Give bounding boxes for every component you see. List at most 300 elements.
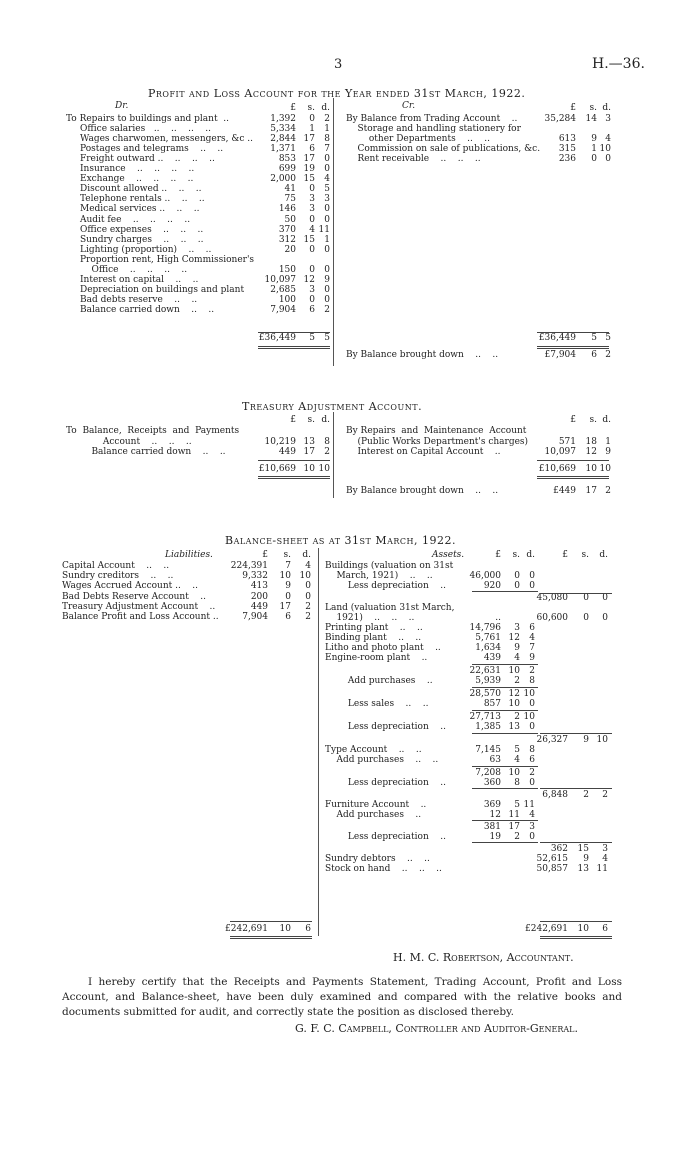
pl-debit-label: Exchange .. .. .. .. xyxy=(80,174,194,185)
bs-liability-label: Treasury Adjustment Account .. xyxy=(62,601,216,612)
page-number: 3 xyxy=(334,57,343,72)
pl-debit-label: Interest on capital .. .. xyxy=(80,274,199,285)
bs-asset-subamount: 19 xyxy=(489,832,501,842)
ta-credit-double-rule xyxy=(537,476,609,479)
bs-asset-amount: 0 xyxy=(583,593,589,603)
bs-asset-subamount: 8 xyxy=(529,676,535,686)
bs-asset-label: Engine-room plant .. xyxy=(325,653,428,663)
lsd-label: s. xyxy=(589,415,597,425)
bs-asset-subamount: 9 xyxy=(514,643,520,653)
bs-asset-amount: 50,857 xyxy=(536,864,568,874)
bs-rule xyxy=(540,733,612,734)
pl-credit-label: Storage and handling stationery for xyxy=(346,124,521,135)
pl-brought-down-amount-l: £7,904 xyxy=(544,350,576,360)
pl-credit-amount-s: 0 xyxy=(591,154,597,165)
bs-asset-subamount: 10 xyxy=(508,666,520,676)
bs-asset-subamount: 5,761 xyxy=(475,633,501,643)
bs-rule xyxy=(540,842,612,843)
bs-asset-lsd-label: d. xyxy=(526,550,535,560)
bs-divider xyxy=(318,548,319,936)
pl-debit-amount-s: 6 xyxy=(309,304,315,315)
pl-debit-amount-d: 0 xyxy=(324,154,330,165)
bs-liabilities-total-l: £242,691 xyxy=(225,924,268,934)
auditor-signature: G. F. C. Campbell, Controller and Auditor-General. xyxy=(295,1022,578,1035)
bs-asset-subamount: 2 xyxy=(514,712,520,722)
lsd-label: d. xyxy=(602,103,611,113)
bs-asset-subamount: 0 xyxy=(529,581,535,591)
pl-credit-label: Rent receivable .. .. .. xyxy=(346,154,481,165)
lsd-label: £ xyxy=(570,103,576,113)
bs-rule xyxy=(472,788,538,789)
pl-divider xyxy=(333,98,334,366)
pl-debit-label: Office .. .. .. .. xyxy=(80,264,188,275)
bs-liability-label: Sundry creditors .. .. xyxy=(62,571,174,582)
bs-asset-subamount: 22,631 xyxy=(469,666,501,676)
ta-debit-rule xyxy=(258,460,330,461)
bs-asset-amount: 0 xyxy=(602,593,608,603)
ta-debit-amount-d: 8 xyxy=(324,436,330,447)
pl-debit-amount-l: 1,392 xyxy=(270,114,296,124)
pl-debit-amount-s: 3 xyxy=(309,204,315,215)
ta-credit-label: Interest on Capital Account .. xyxy=(346,447,501,457)
ta-debit-label: To Balance, Receipts and Payments xyxy=(66,426,240,436)
lsd-label: £ xyxy=(290,103,296,113)
bs-asset-subamount: 3 xyxy=(514,623,520,633)
pl-credit-label: other Departments .. .. xyxy=(346,134,491,145)
ta-credit-rule xyxy=(537,460,609,461)
bs-asset-subamount: 11 xyxy=(508,810,520,820)
ta-brought-down-amount-d: 2 xyxy=(605,486,611,496)
bs-asset-amount: 2 xyxy=(583,790,589,800)
bs-assets-total-l: £242,691 xyxy=(525,924,568,934)
bs-rule xyxy=(472,664,538,665)
pl-debit-amount-l: 2,685 xyxy=(270,284,296,295)
ta-debit-total-l: £10,669 xyxy=(258,464,296,474)
pl-credit-amount-l: 236 xyxy=(558,154,576,165)
bs-asset-subamount: 6 xyxy=(529,755,535,765)
pl-title: Profit and Loss Account for the Year ended 31st March, 1922. xyxy=(148,87,526,100)
bs-rule xyxy=(540,921,612,922)
bs-double-rule xyxy=(230,936,312,939)
bs-asset-subamount: 2 xyxy=(514,832,520,842)
pl-debit-label: Wages charwomen, messengers, &c .. xyxy=(80,134,253,145)
pl-cr-heading: Cr. xyxy=(402,101,416,111)
ta-debit-double-rule xyxy=(258,476,330,479)
bs-asset-label: Less depreciation .. xyxy=(325,832,446,842)
bs-asset-subamount: 1,634 xyxy=(475,643,501,653)
bs-liability-label: Balance Profit and Loss Account .. xyxy=(62,612,219,622)
bs-liability-amount-s: 10 xyxy=(279,571,291,582)
bs-rule xyxy=(472,733,538,734)
bs-asset-subamount: 17 xyxy=(508,822,520,832)
pl-credit-total-d: 5 xyxy=(605,333,611,343)
pl-debit-amount-s: 6 xyxy=(309,144,315,155)
pl-debit-amount-l: 41 xyxy=(284,184,296,195)
pl-credit-amount-s: 1 xyxy=(591,144,597,155)
bs-asset-subamount: 0 xyxy=(529,699,535,709)
pl-credit-amount-s: 14 xyxy=(585,114,597,124)
pl-debit-amount-d: 8 xyxy=(324,134,330,145)
pl-debit-amount-l: 7,904 xyxy=(270,304,296,315)
bs-asset-subamount: 7,208 xyxy=(475,768,501,778)
pl-debit-amount-l: 312 xyxy=(278,234,296,245)
pl-debit-double-rule xyxy=(258,346,330,349)
bs-asset-subamount: 4 xyxy=(529,633,535,643)
bs-rule xyxy=(472,591,538,592)
bs-asset-amount: 13 xyxy=(577,864,589,874)
bs-asset-amount: 10 xyxy=(596,735,608,745)
pl-debit-label: Insurance .. .. .. .. xyxy=(80,164,195,175)
pl-debit-amount-l: 20 xyxy=(284,244,296,255)
bs-assets-heading: Assets. xyxy=(432,550,465,560)
bs-asset-subamount: 12 xyxy=(508,689,520,699)
pl-debit-amount-l: 75 xyxy=(284,194,296,205)
bs-title: Balance-sheet as at 31st March, 1922. xyxy=(225,534,456,547)
pl-debit-label: Depreciation on buildings and plant xyxy=(80,284,245,295)
bs-liabilities-total-d: 6 xyxy=(305,924,311,934)
bs-asset-subamount: 4 xyxy=(529,810,535,820)
pl-debit-amount-l: 50 xyxy=(284,214,296,225)
lsd-label: £ xyxy=(290,415,296,425)
bs-asset-subamount: .. xyxy=(495,613,501,623)
pl-debit-amount-l: 100 xyxy=(278,294,296,305)
pl-debit-amount-l: 5,334 xyxy=(270,124,296,135)
ta-debit-amount-s: 13 xyxy=(303,436,315,447)
ta-credit-amount-s: 12 xyxy=(585,447,597,457)
ta-brought-down-amount-l: £449 xyxy=(553,486,576,496)
bs-rule xyxy=(540,593,612,594)
pl-debit-amount-s: 19 xyxy=(303,164,315,175)
bs-asset-subamount: 0 xyxy=(529,832,535,842)
bs-asset-label: Binding plant .. .. xyxy=(325,633,422,643)
lsd-label: d. xyxy=(602,415,611,425)
bs-liability-amount-l: 9,332 xyxy=(242,571,268,582)
pl-credit-amount-d: 3 xyxy=(605,114,611,124)
pl-debit-amount-l: 853 xyxy=(278,154,296,165)
pl-credit-amount-d: 10 xyxy=(599,144,611,155)
pl-debit-total-l: £36,449 xyxy=(258,333,296,343)
bs-asset-subamount: 5 xyxy=(514,800,520,810)
pl-debit-label: Office salaries .. .. .. .. xyxy=(80,124,212,135)
ta-credit-amount-l: 10,097 xyxy=(544,447,576,457)
pl-debit-total-d: 5 xyxy=(324,333,330,343)
bs-rule xyxy=(472,710,538,711)
bs-liability-amount-s: 6 xyxy=(285,612,291,622)
ta-credit-amount-d: 9 xyxy=(605,447,611,457)
bs-asset-total-lsd-label: d. xyxy=(599,550,608,560)
pl-brought-down-amount-d: 2 xyxy=(605,350,611,360)
pl-debit-amount-s: 12 xyxy=(303,274,315,285)
pl-credit-amount-l: 613 xyxy=(558,134,576,145)
ta-title: Treasury Adjustment Account. xyxy=(242,400,423,413)
pl-debit-amount-s: 0 xyxy=(309,214,315,225)
bs-asset-subamount: 12 xyxy=(508,633,520,643)
ta-debit-label: Account .. .. .. xyxy=(80,436,192,447)
bs-asset-amount: 11 xyxy=(596,864,608,874)
bs-liability-amount-l: 200 xyxy=(250,591,268,602)
bs-asset-subamount: 27,713 xyxy=(469,712,501,722)
pl-debit-amount-s: 17 xyxy=(303,154,315,165)
bs-rule xyxy=(472,687,538,688)
bs-liability-amount-s: 9 xyxy=(285,581,291,592)
ta-credit-total-l: £10,669 xyxy=(538,464,576,474)
pl-debit-amount-s: 3 xyxy=(309,284,315,295)
bs-asset-subamount: 11 xyxy=(523,800,535,810)
bs-asset-subamount: 3 xyxy=(529,822,535,832)
bs-asset-subamount: 8 xyxy=(529,745,535,755)
bs-asset-subamount: 2 xyxy=(529,768,535,778)
pl-debit-amount-d: 2 xyxy=(324,304,330,315)
pl-debit-label: Medical services .. .. .. xyxy=(80,204,200,215)
bs-asset-label: Less depreciation .. xyxy=(325,581,446,591)
bs-asset-subamount: 5 xyxy=(514,745,520,755)
bs-asset-subamount: 9 xyxy=(529,653,535,663)
ta-credit-amount-s: 18 xyxy=(585,436,597,447)
ta-debit-total-d: 10 xyxy=(318,464,330,474)
pl-debit-amount-d: 0 xyxy=(324,164,330,175)
pl-debit-amount-s: 1 xyxy=(309,124,315,135)
ta-debit-amount-l: 449 xyxy=(278,447,296,457)
bs-rule xyxy=(230,921,312,922)
ta-debit-label: Balance carried down .. .. xyxy=(80,447,226,457)
pl-debit-amount-s: 0 xyxy=(309,114,315,124)
bs-asset-lsd-label: s. xyxy=(512,550,520,560)
pl-debit-label: Bad debts reserve .. .. xyxy=(80,294,198,305)
lsd-label: £ xyxy=(570,415,576,425)
bs-asset-subamount: 13 xyxy=(508,722,520,732)
bs-asset-total-lsd-label: £ xyxy=(562,550,568,560)
ta-credit-total-d: 10 xyxy=(599,464,611,474)
bs-liability-amount-l: 449 xyxy=(250,601,268,612)
pl-debit-amount-s: 17 xyxy=(303,134,315,145)
pl-debit-amount-s: 0 xyxy=(309,244,315,255)
bs-asset-label: Stock on hand .. .. .. xyxy=(325,864,442,874)
bs-asset-amount: 0 xyxy=(602,613,608,623)
pl-credit-amount-s: 9 xyxy=(591,134,597,145)
bs-asset-subamount: 63 xyxy=(489,755,501,765)
bs-asset-subamount: 7,145 xyxy=(475,745,501,755)
bs-asset-label: Sundry debtors .. .. xyxy=(325,854,430,864)
bs-liability-amount-d: 10 xyxy=(299,571,311,582)
ta-debit-amount-d: 2 xyxy=(324,447,330,457)
pl-debit-label: To Repairs to buildings and plant .. xyxy=(66,114,230,124)
pl-debit-label: Discount allowed .. .. .. xyxy=(80,184,202,195)
bs-liabilities-heading: Liabilities. xyxy=(165,550,213,560)
bs-asset-label: Buildings (valuation on 31st xyxy=(325,561,454,571)
bs-liability-amount-l: 413 xyxy=(250,581,268,592)
pl-debit-label: Audit fee .. .. .. .. xyxy=(80,214,191,225)
pl-debit-amount-d: 0 xyxy=(324,264,330,275)
bs-liab-lsd-label: s. xyxy=(283,550,291,560)
bs-liability-amount-d: 2 xyxy=(305,612,311,622)
pl-debit-amount-l: 370 xyxy=(278,224,296,235)
bs-rule xyxy=(472,766,538,767)
pl-debit-amount-s: 15 xyxy=(303,174,315,185)
bs-liability-amount-s: 0 xyxy=(285,591,291,602)
bs-asset-subamount: 369 xyxy=(483,800,501,810)
bs-asset-amount: 362 xyxy=(550,844,568,854)
pl-debit-amount-d: 5 xyxy=(324,184,330,195)
bs-asset-label: Furniture Account .. xyxy=(325,800,427,810)
pl-debit-amount-d: 0 xyxy=(324,204,330,215)
ta-divider xyxy=(333,412,334,498)
bs-asset-amount: 3 xyxy=(602,844,608,854)
pl-debit-amount-d: 2 xyxy=(324,114,330,124)
bs-liability-label: Wages Accrued Account .. .. xyxy=(62,581,198,592)
bs-asset-subamount: 0 xyxy=(529,722,535,732)
pl-debit-amount-s: 4 xyxy=(309,224,315,235)
pl-credit-amount-l: 35,284 xyxy=(544,114,576,124)
pl-credit-amount-d: 0 xyxy=(605,154,611,165)
bs-asset-subamount: 0 xyxy=(514,571,520,581)
pl-debit-label: Freight outward .. .. .. .. xyxy=(80,154,215,165)
bs-asset-subamount: 1,385 xyxy=(475,722,501,732)
lsd-label: s. xyxy=(307,415,315,425)
pl-credit-double-rule xyxy=(537,346,609,349)
pl-brought-down-label: By Balance brought down .. .. xyxy=(346,350,499,360)
bs-liability-amount-d: 2 xyxy=(305,601,311,612)
pl-debit-amount-d: 11 xyxy=(318,224,330,235)
bs-asset-label: Less depreciation .. xyxy=(325,778,446,788)
pl-debit-amount-l: 2,000 xyxy=(270,174,296,185)
bs-asset-label: Less sales .. .. xyxy=(325,699,429,709)
pl-credit-label: By Balance from Trading Account .. xyxy=(346,114,518,124)
bs-asset-total-lsd-label: s. xyxy=(581,550,589,560)
pl-debit-label: Sundry charges .. .. .. xyxy=(80,234,204,245)
bs-liability-amount-d: 0 xyxy=(305,591,311,602)
bs-asset-subamount: 439 xyxy=(483,653,501,663)
pl-debit-amount-d: 3 xyxy=(324,194,330,205)
bs-rule xyxy=(540,788,612,789)
pl-debit-amount-d: 7 xyxy=(324,144,330,155)
ta-credit-label: (Public Works Department's charges) xyxy=(346,436,529,447)
bs-asset-subamount: 10 xyxy=(508,699,520,709)
bs-liability-amount-d: 4 xyxy=(305,561,311,571)
bs-asset-subamount: 10 xyxy=(508,768,520,778)
pl-debit-amount-l: 10,097 xyxy=(264,274,296,285)
pl-debit-amount-d: 0 xyxy=(324,284,330,295)
pl-credit-total-s: 5 xyxy=(591,333,597,343)
pl-debit-label: Telephone rentals .. .. .. xyxy=(80,194,205,205)
bs-asset-label: Printing plant .. .. xyxy=(325,623,423,633)
bs-asset-subamount: 46,000 xyxy=(469,571,501,581)
bs-asset-subamount: 4 xyxy=(514,653,520,663)
bs-liability-amount-l: 224,391 xyxy=(230,561,268,571)
bs-asset-subamount: 381 xyxy=(483,822,501,832)
pl-debit-amount-d: 0 xyxy=(324,214,330,225)
bs-asset-amount: 26,327 xyxy=(536,735,568,745)
bs-asset-label: Type Account .. .. xyxy=(325,745,422,755)
pl-credit-label: Commission on sale of publications, &c. xyxy=(346,144,541,155)
bs-liability-amount-s: 17 xyxy=(279,601,291,612)
bs-asset-subamount: 857 xyxy=(483,699,501,709)
pl-debit-amount-l: 2,844 xyxy=(270,134,296,145)
pl-debit-amount-d: 1 xyxy=(324,234,330,245)
bs-liability-amount-s: 7 xyxy=(285,561,291,571)
ta-credit-total-s: 10 xyxy=(585,464,597,474)
bs-asset-amount: 9 xyxy=(583,735,589,745)
bs-asset-subamount: 0 xyxy=(529,571,535,581)
bs-asset-label: Add purchases .. .. xyxy=(325,755,439,765)
pl-debit-amount-s: 15 xyxy=(303,234,315,245)
bs-asset-subamount: 360 xyxy=(483,778,501,788)
pl-debit-label: Balance carried down .. .. xyxy=(80,304,215,315)
pl-brought-down-amount-s: 6 xyxy=(591,350,597,360)
bs-asset-label: Add purchases .. xyxy=(325,676,433,686)
bs-liab-lsd-label: £ xyxy=(262,550,268,560)
bs-asset-subamount: 0 xyxy=(529,778,535,788)
pl-debit-label: Proportion rent, High Commissioner's xyxy=(80,254,255,265)
pl-debit-amount-d: 0 xyxy=(324,294,330,305)
pl-credit-total-l: £36,449 xyxy=(538,333,576,343)
pl-debit-amount-d: 9 xyxy=(324,274,330,285)
bs-asset-amount: 6,848 xyxy=(542,790,568,800)
pl-debit-amount-s: 3 xyxy=(309,194,315,205)
bs-rule xyxy=(472,842,538,843)
bs-asset-subamount: 7 xyxy=(529,643,535,653)
bs-asset-subamount: 28,570 xyxy=(469,689,501,699)
page-reference: H.—36. xyxy=(592,56,645,72)
accountant-signature: H. M. C. Robertson, Accountant. xyxy=(393,951,574,964)
ta-brought-down-amount-s: 17 xyxy=(585,486,597,496)
bs-asset-label: Less depreciation .. xyxy=(325,722,446,732)
ta-credit-amount-l: 571 xyxy=(558,436,576,447)
bs-asset-subamount: 2 xyxy=(529,666,535,676)
bs-asset-subamount: 920 xyxy=(483,581,501,591)
pl-debit-label: Lighting (proportion) .. .. xyxy=(80,244,212,255)
pl-debit-amount-d: 4 xyxy=(324,174,330,185)
bs-liability-amount-d: 0 xyxy=(305,581,311,592)
bs-asset-amount: 2 xyxy=(602,790,608,800)
bs-asset-subamount: 8 xyxy=(514,778,520,788)
lsd-label: d. xyxy=(321,415,330,425)
bs-asset-label: Litho and photo plant .. xyxy=(325,643,441,653)
pl-credit-amount-d: 4 xyxy=(605,134,611,145)
bs-assets-total-s: 10 xyxy=(577,924,589,934)
pl-debit-amount-s: 0 xyxy=(309,264,315,275)
bs-asset-subamount: 2 xyxy=(514,676,520,686)
bs-liability-label: Bad Debts Reserve Account .. xyxy=(62,591,206,602)
pl-debit-amount-l: 146 xyxy=(278,204,296,215)
bs-asset-label: Add purchases .. xyxy=(325,810,422,820)
pl-debit-amount-l: 1,371 xyxy=(270,144,296,155)
bs-liability-amount-l: 7,904 xyxy=(242,612,268,622)
bs-asset-amount: 4 xyxy=(602,854,608,864)
bs-asset-subamount: 0 xyxy=(514,581,520,591)
bs-asset-label: March, 1921) .. .. xyxy=(325,571,433,581)
ta-credit-label: By Repairs and Maintenance Account xyxy=(346,426,527,436)
lsd-label: d. xyxy=(321,103,330,113)
ta-debit-amount-l: 10,219 xyxy=(264,436,296,447)
bs-asset-amount: 52,615 xyxy=(536,854,568,864)
bs-asset-subamount: 10 xyxy=(523,712,535,722)
bs-asset-lsd-label: £ xyxy=(495,550,501,560)
bs-asset-label: Land (valuation 31st March, xyxy=(325,603,455,613)
pl-debit-total-s: 5 xyxy=(309,333,315,343)
certification-paragraph: I hereby certify that the Receipts and Payments Statement, Trading Account, Profit and Loss Account, and Balance-sheet, have been duly examined and compared with the relative books and documents submitted for audit, and correctly state the position as disclosed thereby. xyxy=(62,976,622,1018)
pl-debit-amount-d: 0 xyxy=(324,244,330,255)
ta-brought-down-label: By Balance brought down .. .. xyxy=(346,486,499,496)
bs-assets-total-d: 6 xyxy=(602,924,608,934)
bs-asset-label: 1921) .. .. .. xyxy=(325,613,415,623)
pl-debit-amount-l: 150 xyxy=(278,264,296,275)
bs-asset-amount: 0 xyxy=(583,613,589,623)
lsd-label: s. xyxy=(589,103,597,113)
pl-debit-amount-s: 0 xyxy=(309,184,315,195)
pl-debit-amount-d: 1 xyxy=(324,124,330,135)
bs-asset-subamount: 6 xyxy=(529,623,535,633)
pl-debit-amount-s: 0 xyxy=(309,294,315,305)
